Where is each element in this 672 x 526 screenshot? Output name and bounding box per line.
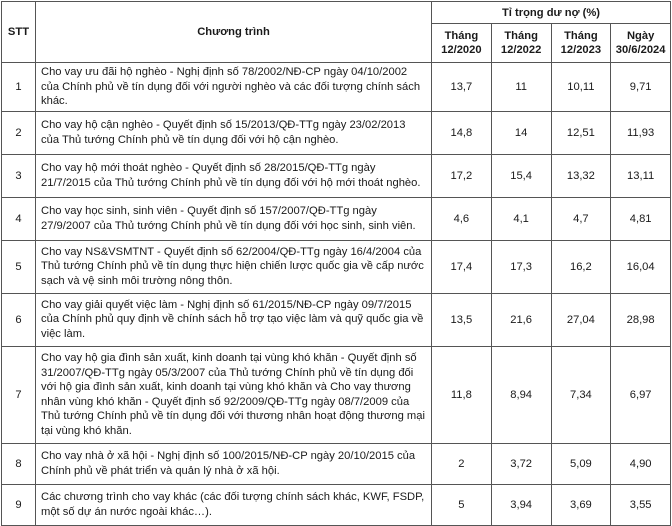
table-row bbox=[2, 443, 671, 484]
row-value: 4,81 bbox=[611, 197, 671, 240]
row-stt: 6 bbox=[2, 293, 36, 346]
row-value: 3,69 bbox=[551, 484, 611, 525]
row-value: 9,71 bbox=[611, 63, 671, 112]
row-stt: 7 bbox=[2, 346, 36, 443]
row-value: 11 bbox=[491, 63, 551, 112]
row-value: 14,8 bbox=[432, 111, 492, 154]
row-value: 14 bbox=[491, 111, 551, 154]
row-stt: 2 bbox=[2, 111, 36, 154]
header-period: Tháng 12/2020 bbox=[432, 24, 492, 63]
row-stt: 8 bbox=[2, 443, 36, 484]
table-row bbox=[2, 346, 671, 443]
row-value: 6,97 bbox=[611, 346, 671, 443]
header-stt: STT bbox=[2, 2, 36, 63]
row-value: 17,4 bbox=[432, 240, 492, 293]
row-program: Các chương trình cho vay khác (các đối tượng chính sách khác, KWF, FSDP, một số dự án nước ngoài khác…). bbox=[36, 484, 432, 525]
header-period: Tháng 12/2023 bbox=[551, 24, 611, 63]
row-value: 8,94 bbox=[491, 346, 551, 443]
row-value: 3,94 bbox=[491, 484, 551, 525]
row-program: Cho vay NS&VSMTNT - Quyết định số 62/2004/QĐ-TTg ngày 16/4/2004 của Thủ tướng Chính phủ về tín dụng thực hiện chiến lược quốc gia về cấp nước sạch và vệ sinh môi trường nông thôn. bbox=[36, 240, 432, 293]
row-value: 13,5 bbox=[432, 293, 492, 346]
row-value: 7,34 bbox=[551, 346, 611, 443]
row-value: 3,55 bbox=[611, 484, 671, 525]
row-value: 2 bbox=[432, 443, 492, 484]
row-stt: 4 bbox=[2, 197, 36, 240]
row-value: 4,1 bbox=[491, 197, 551, 240]
table-row bbox=[2, 484, 671, 525]
row-program: Cho vay học sinh, sinh viên - Quyết định số 157/2007/QĐ-TTg ngày 27/9/2007 của Thủ tướng Chính phủ về tín dụng đối với học sinh, sinh viên. bbox=[36, 197, 432, 240]
table-row bbox=[2, 111, 671, 154]
row-value: 10,11 bbox=[551, 63, 611, 112]
row-program: Cho vay nhà ở xã hội - Nghị định số 100/2015/NĐ-CP ngày 20/10/2015 của Chính phủ về phát triển và quản lý nhà ở xã hội. bbox=[36, 443, 432, 484]
row-value: 11,93 bbox=[611, 111, 671, 154]
row-stt: 5 bbox=[2, 240, 36, 293]
row-value: 21,6 bbox=[491, 293, 551, 346]
row-value: 13,32 bbox=[551, 154, 611, 197]
row-value: 16,04 bbox=[611, 240, 671, 293]
row-value: 4,90 bbox=[611, 443, 671, 484]
table-row bbox=[2, 197, 671, 240]
row-value: 17,2 bbox=[432, 154, 492, 197]
loan-share-table bbox=[1, 1, 671, 526]
row-program: Cho vay giải quyết việc làm - Nghị định số 61/2015/NĐ-CP ngày 09/7/2015 của Chính phủ quy định về chính sách hỗ trợ tạo việc làm và quỹ quốc gia về việc làm. bbox=[36, 293, 432, 346]
row-value: 17,3 bbox=[491, 240, 551, 293]
row-stt: 3 bbox=[2, 154, 36, 197]
header-group: Tỉ trọng dư nợ (%) bbox=[432, 2, 671, 24]
header-period: Tháng 12/2022 bbox=[491, 24, 551, 63]
row-value: 12,51 bbox=[551, 111, 611, 154]
table-row bbox=[2, 154, 671, 197]
row-value: 13,7 bbox=[432, 63, 492, 112]
table-row bbox=[2, 240, 671, 293]
header-program: Chương trình bbox=[36, 2, 432, 63]
row-value: 11,8 bbox=[432, 346, 492, 443]
row-program: Cho vay hộ gia đình sản xuất, kinh doanh tại vùng khó khăn - Quyết định số 31/2007/QĐ-TTg ngày 05/3/2007 của Thủ tướng Chính phủ về tín dụng đối với hộ gia đình sản xuất, kinh doanh tại vùng khó khăn và Cho vay thương nhân vùng khó khăn - Quyết định số 92/2009/QĐ-TTg ngày 08/7/2009 của Thủ tướng Chính phủ về tín dụng đối với thương nhân hoạt động thương mại tại vùng khó khăn. bbox=[36, 346, 432, 443]
row-program: Cho vay hộ mới thoát nghèo - Quyết định số 28/2015/QĐ-TTg ngày 21/7/2015 của Thủ tướng Chính phủ về tín dụng đối với hộ mới thoát nghèo. bbox=[36, 154, 432, 197]
table-row bbox=[2, 293, 671, 346]
row-value: 27,04 bbox=[551, 293, 611, 346]
row-value: 4,7 bbox=[551, 197, 611, 240]
row-value: 15,4 bbox=[491, 154, 551, 197]
row-value: 3,72 bbox=[491, 443, 551, 484]
row-value: 16,2 bbox=[551, 240, 611, 293]
row-stt: 1 bbox=[2, 63, 36, 112]
row-program: Cho vay hộ cận nghèo - Quyết định số 15/2013/QĐ-TTg ngày 23/02/2013 của Thủ tướng Chính phủ về tín dụng đối với hộ cận nghèo. bbox=[36, 111, 432, 154]
row-stt: 9 bbox=[2, 484, 36, 525]
row-value: 13,11 bbox=[611, 154, 671, 197]
header-period: Ngày 30/6/2024 bbox=[611, 24, 671, 63]
row-value: 28,98 bbox=[611, 293, 671, 346]
table-row bbox=[2, 63, 671, 112]
row-value: 5 bbox=[432, 484, 492, 525]
row-value: 4,6 bbox=[432, 197, 492, 240]
row-value: 5,09 bbox=[551, 443, 611, 484]
row-program: Cho vay ưu đãi hộ nghèo - Nghị định số 78/2002/NĐ-CP ngày 04/10/2002 của Chính phủ về tín dụng đối với người nghèo và các đối tượng chính sách khác. bbox=[36, 63, 432, 112]
